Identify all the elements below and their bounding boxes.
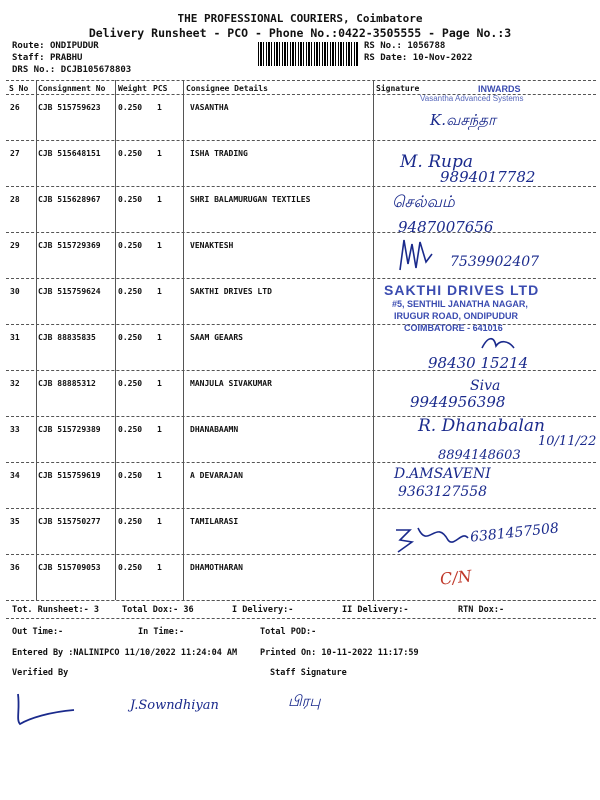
row-consignment-no: CJB 88835835 xyxy=(38,333,96,342)
rs-date-field xyxy=(364,53,472,63)
page-title: THE PROFESSIONAL COURIERS, Coimbatore xyxy=(177,12,423,25)
row-weight: 0.250 xyxy=(118,287,143,296)
row-consignment-no: CJB 515759624 xyxy=(38,287,101,296)
drs-label: DRS No.: xyxy=(12,65,56,75)
page-subtitle: Delivery Runsheet - PCO - Phone No.:0422-3505555 - Page No.:3 xyxy=(88,26,512,40)
row-weight: 0.250 xyxy=(118,103,143,112)
col-divider xyxy=(36,80,37,600)
phone-row-34: 9363127558 xyxy=(398,484,488,500)
rs-no-field xyxy=(364,41,445,51)
phone-row-32: 9944956398 xyxy=(410,393,506,411)
row-consignment-no: CJB 88885312 xyxy=(38,379,96,388)
route-value: ONDIPUDUR xyxy=(49,41,99,51)
row-consignment-no: CJB 515628967 xyxy=(38,195,101,204)
row-pcs: 1 xyxy=(157,333,162,342)
col-header-sno: S No xyxy=(9,84,29,93)
row-sno: 34 xyxy=(10,471,20,480)
signature-entered: J.Sowndhiyan xyxy=(130,698,219,713)
row-rule xyxy=(6,278,596,279)
row-weight: 0.250 xyxy=(118,149,143,158)
row-consignment-no: CJB 515750277 xyxy=(38,517,101,526)
phone-row-29: 7539902407 xyxy=(450,254,540,270)
company-stamp-address-3: COIMBATORE - 641016 xyxy=(404,323,503,333)
stamp-company: Vasantha Advanced Systems xyxy=(420,94,524,103)
signature-row-33: R. Dhanabalan xyxy=(418,416,545,436)
row-rule xyxy=(6,232,596,233)
row-sno: 26 xyxy=(10,103,20,112)
row-consignee: VASANTHA xyxy=(190,103,229,112)
signature-row-35 xyxy=(392,520,472,554)
ii-delivery: II Delivery:- xyxy=(342,605,409,615)
tot-runsheet: Tot. Runsheet:- 3 xyxy=(12,605,99,615)
rs-no-value: 1056788 xyxy=(407,41,446,51)
col-header-consignment: Consignment No xyxy=(38,84,106,93)
phone-row-27: 9894017782 xyxy=(440,168,536,186)
row-sno: 29 xyxy=(10,241,20,250)
signature-row-28: செல்வம் xyxy=(392,192,455,211)
row-weight: 0.250 xyxy=(118,333,143,342)
row-weight: 0.250 xyxy=(118,563,143,572)
row-consignment-no: CJB 515709053 xyxy=(38,563,101,572)
company-stamp-address-2: IRUGUR ROAD, ONDIPUDUR xyxy=(394,311,519,321)
col-divider xyxy=(115,80,116,600)
table-top-rule xyxy=(6,80,596,81)
in-time: In Time:- xyxy=(138,627,185,637)
verified-by: Verified By xyxy=(12,668,69,678)
row-weight: 0.250 xyxy=(118,471,143,480)
row-sno: 28 xyxy=(10,195,20,204)
total-dox: Total Dox:- 36 xyxy=(122,605,194,615)
row-consignee: DHAMOTHARAN xyxy=(190,563,243,572)
footer-top-rule xyxy=(6,600,596,601)
row-weight: 0.250 xyxy=(118,241,143,250)
row-consignee: SAAM GEAARS xyxy=(190,333,243,342)
row-pcs: 1 xyxy=(157,379,162,388)
staff-label: Staff: xyxy=(12,53,45,63)
signature-row-26: K.வசந்தா xyxy=(430,111,496,129)
col-header-pcs: PCS xyxy=(153,84,168,93)
rtn-dox: RTN Dox:- xyxy=(458,605,505,615)
row-pcs: 1 xyxy=(157,425,162,434)
row-pcs: 1 xyxy=(157,195,162,204)
row-pcs: 1 xyxy=(157,103,162,112)
row-consignment-no: CJB 515729389 xyxy=(38,425,101,434)
row-consignee: MANJULA SIVAKUMAR xyxy=(190,379,272,388)
row-sno: 36 xyxy=(10,563,20,572)
phone-row-31: 98430 15214 xyxy=(428,354,529,372)
row-rule xyxy=(6,186,596,187)
entered-by: Entered By :NALINIPCO 11/10/2022 11:24:04 AM xyxy=(12,648,238,658)
row-pcs: 1 xyxy=(157,149,162,158)
printed-on: Printed On: 10-11-2022 11:17:59 xyxy=(260,648,419,658)
staff-value: PRABHU xyxy=(49,53,83,63)
row-pcs: 1 xyxy=(157,287,162,296)
phone-row-35: 6381457508 xyxy=(469,520,560,546)
staff-field xyxy=(12,53,82,63)
phone-row-28: 9487007656 xyxy=(398,218,494,236)
total-pod: Total POD:- xyxy=(260,627,317,637)
date-row-33: 10/11/22 xyxy=(538,434,597,449)
row-consignee: DHANABAAMN xyxy=(190,425,239,434)
drs-value: DCJB105678803 xyxy=(60,65,132,75)
verifier-signature xyxy=(10,690,80,730)
row-sno: 30 xyxy=(10,287,20,296)
row-consignment-no: CJB 515759623 xyxy=(38,103,101,112)
initials-row-31 xyxy=(478,334,518,354)
company-stamp-name: SAKTHI DRIVES LTD xyxy=(384,282,540,298)
row-consignment-no: CJB 515648151 xyxy=(38,149,101,158)
row-sno: 27 xyxy=(10,149,20,158)
drs-field xyxy=(12,65,131,75)
row-consignee: SAKTHI DRIVES LTD xyxy=(190,287,272,296)
signature-row-34: D.AMSAVENI xyxy=(394,466,491,482)
staff-signature: பிரபு xyxy=(288,692,321,710)
row-pcs: 1 xyxy=(157,563,162,572)
row-pcs: 1 xyxy=(157,241,162,250)
col-header-weight: Weight xyxy=(118,84,147,93)
rs-date-label: RS Date: xyxy=(364,53,408,63)
col-divider xyxy=(183,80,184,600)
row-weight: 0.250 xyxy=(118,379,143,388)
route-label: Route: xyxy=(12,41,45,51)
row-sno: 31 xyxy=(10,333,20,342)
rs-date-value: 10-Nov-2022 xyxy=(412,53,473,63)
col-header-consignee: Consignee Details xyxy=(186,84,268,93)
row-pcs: 1 xyxy=(157,471,162,480)
col-header-signature: Signature xyxy=(376,84,420,93)
row-sno: 32 xyxy=(10,379,20,388)
row-rule xyxy=(6,324,596,325)
row-consignee: VENAKTESH xyxy=(190,241,234,250)
row-weight: 0.250 xyxy=(118,195,143,204)
row-sno: 33 xyxy=(10,425,20,434)
row-consignee: TAMILARASI xyxy=(190,517,239,526)
row-sno: 35 xyxy=(10,517,20,526)
phone-row-33: 8894148603 xyxy=(438,448,521,463)
signature-row-32: Siva xyxy=(470,378,501,394)
row-rule xyxy=(6,508,596,509)
row-consignment-no: CJB 515759619 xyxy=(38,471,101,480)
i-delivery: I Delivery:- xyxy=(232,605,294,615)
route-field xyxy=(12,41,99,51)
signature-row-29 xyxy=(396,234,436,274)
row-rule xyxy=(6,554,596,555)
row-pcs: 1 xyxy=(157,517,162,526)
row-consignee: A DEVARAJAN xyxy=(190,471,243,480)
row-consignee: SHRI BALAMURUGAN TEXTILES xyxy=(190,195,311,204)
row-rule xyxy=(6,140,596,141)
company-stamp-address-1: #5, SENTHIL JANATHA NAGAR, xyxy=(392,299,528,309)
signature-row-27: M. Rupa xyxy=(400,152,473,172)
row-weight: 0.250 xyxy=(118,425,143,434)
rs-no-label: RS No.: xyxy=(364,41,402,51)
row-consignment-no: CJB 515729369 xyxy=(38,241,101,250)
row-consignee: ISHA TRADING xyxy=(190,149,248,158)
cn-mark-row-36: C/N xyxy=(439,566,473,589)
row-weight: 0.250 xyxy=(118,517,143,526)
barcode xyxy=(258,42,358,66)
staff-signature-label: Staff Signature xyxy=(270,668,347,678)
inwards-stamp: INWARDS xyxy=(478,84,521,94)
col-divider xyxy=(373,80,374,600)
footer-mid-rule xyxy=(6,618,596,619)
out-time: Out Time:- xyxy=(12,627,64,637)
